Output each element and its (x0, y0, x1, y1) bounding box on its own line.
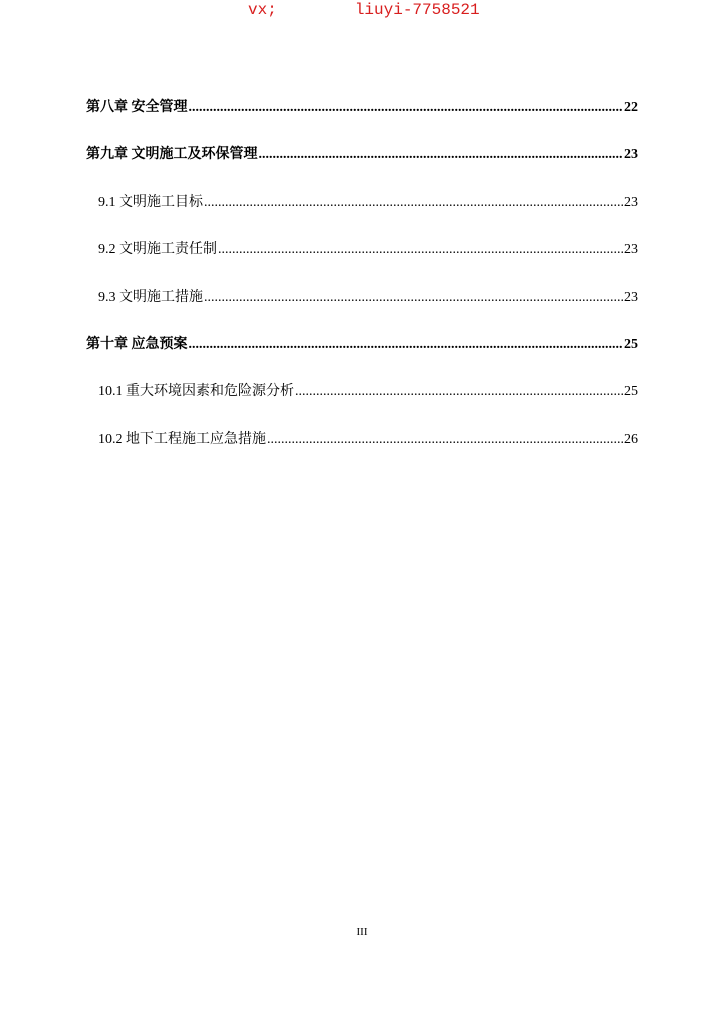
page-number: III (356, 926, 368, 938)
toc-entry-title: 10.2 地下工程施工应急措施 (98, 431, 266, 447)
toc-entry-title: 第八章 安全管理 (86, 100, 188, 115)
toc-entry-page: 22 (624, 100, 638, 115)
toc-entry[interactable] (86, 428, 638, 475)
toc-entry-page: 23 (624, 147, 638, 163)
toc-leader-dots (295, 380, 623, 404)
toc-entry-page: 26 (624, 431, 638, 447)
toc-leader-dots (259, 143, 624, 167)
toc-entry-title: 10.1 重大环境因素和危险源分析 (98, 384, 294, 400)
toc-leader-dots (189, 333, 624, 357)
toc-entry-page: 25 (624, 336, 638, 352)
watermark-right: liuyi-7758521 (354, 1, 480, 19)
toc-entry-title: 9.2 文明施工责任制 (98, 242, 217, 258)
watermark-left: vx; (248, 1, 277, 19)
toc-entry[interactable] (86, 238, 638, 285)
toc-entry[interactable] (86, 380, 638, 427)
toc-entry-page: 23 (624, 194, 638, 210)
toc-entry-title: 9.1 文明施工目标 (98, 194, 203, 210)
toc-leader-dots (267, 428, 623, 452)
toc-entry-title: 9.3 文明施工措施 (98, 289, 203, 305)
toc-entry-page: 23 (624, 242, 638, 258)
toc-leader-dots (218, 238, 623, 262)
toc-leader-dots (204, 286, 623, 310)
table-of-contents (86, 96, 638, 475)
watermark (248, 0, 480, 20)
toc-entry-page: 25 (624, 384, 638, 400)
toc-leader-dots (189, 96, 624, 120)
toc-entry-title: 第十章 应急预案 (86, 336, 188, 352)
toc-entry[interactable] (86, 191, 638, 238)
toc-entry[interactable] (86, 333, 638, 380)
toc-entry[interactable] (86, 286, 638, 333)
toc-entry-page: 23 (624, 289, 638, 305)
toc-entry-title: 第九章 文明施工及环保管理 (86, 147, 258, 163)
toc-entry[interactable] (86, 143, 638, 190)
toc-leader-dots (204, 191, 623, 215)
toc-entry[interactable] (86, 96, 638, 143)
